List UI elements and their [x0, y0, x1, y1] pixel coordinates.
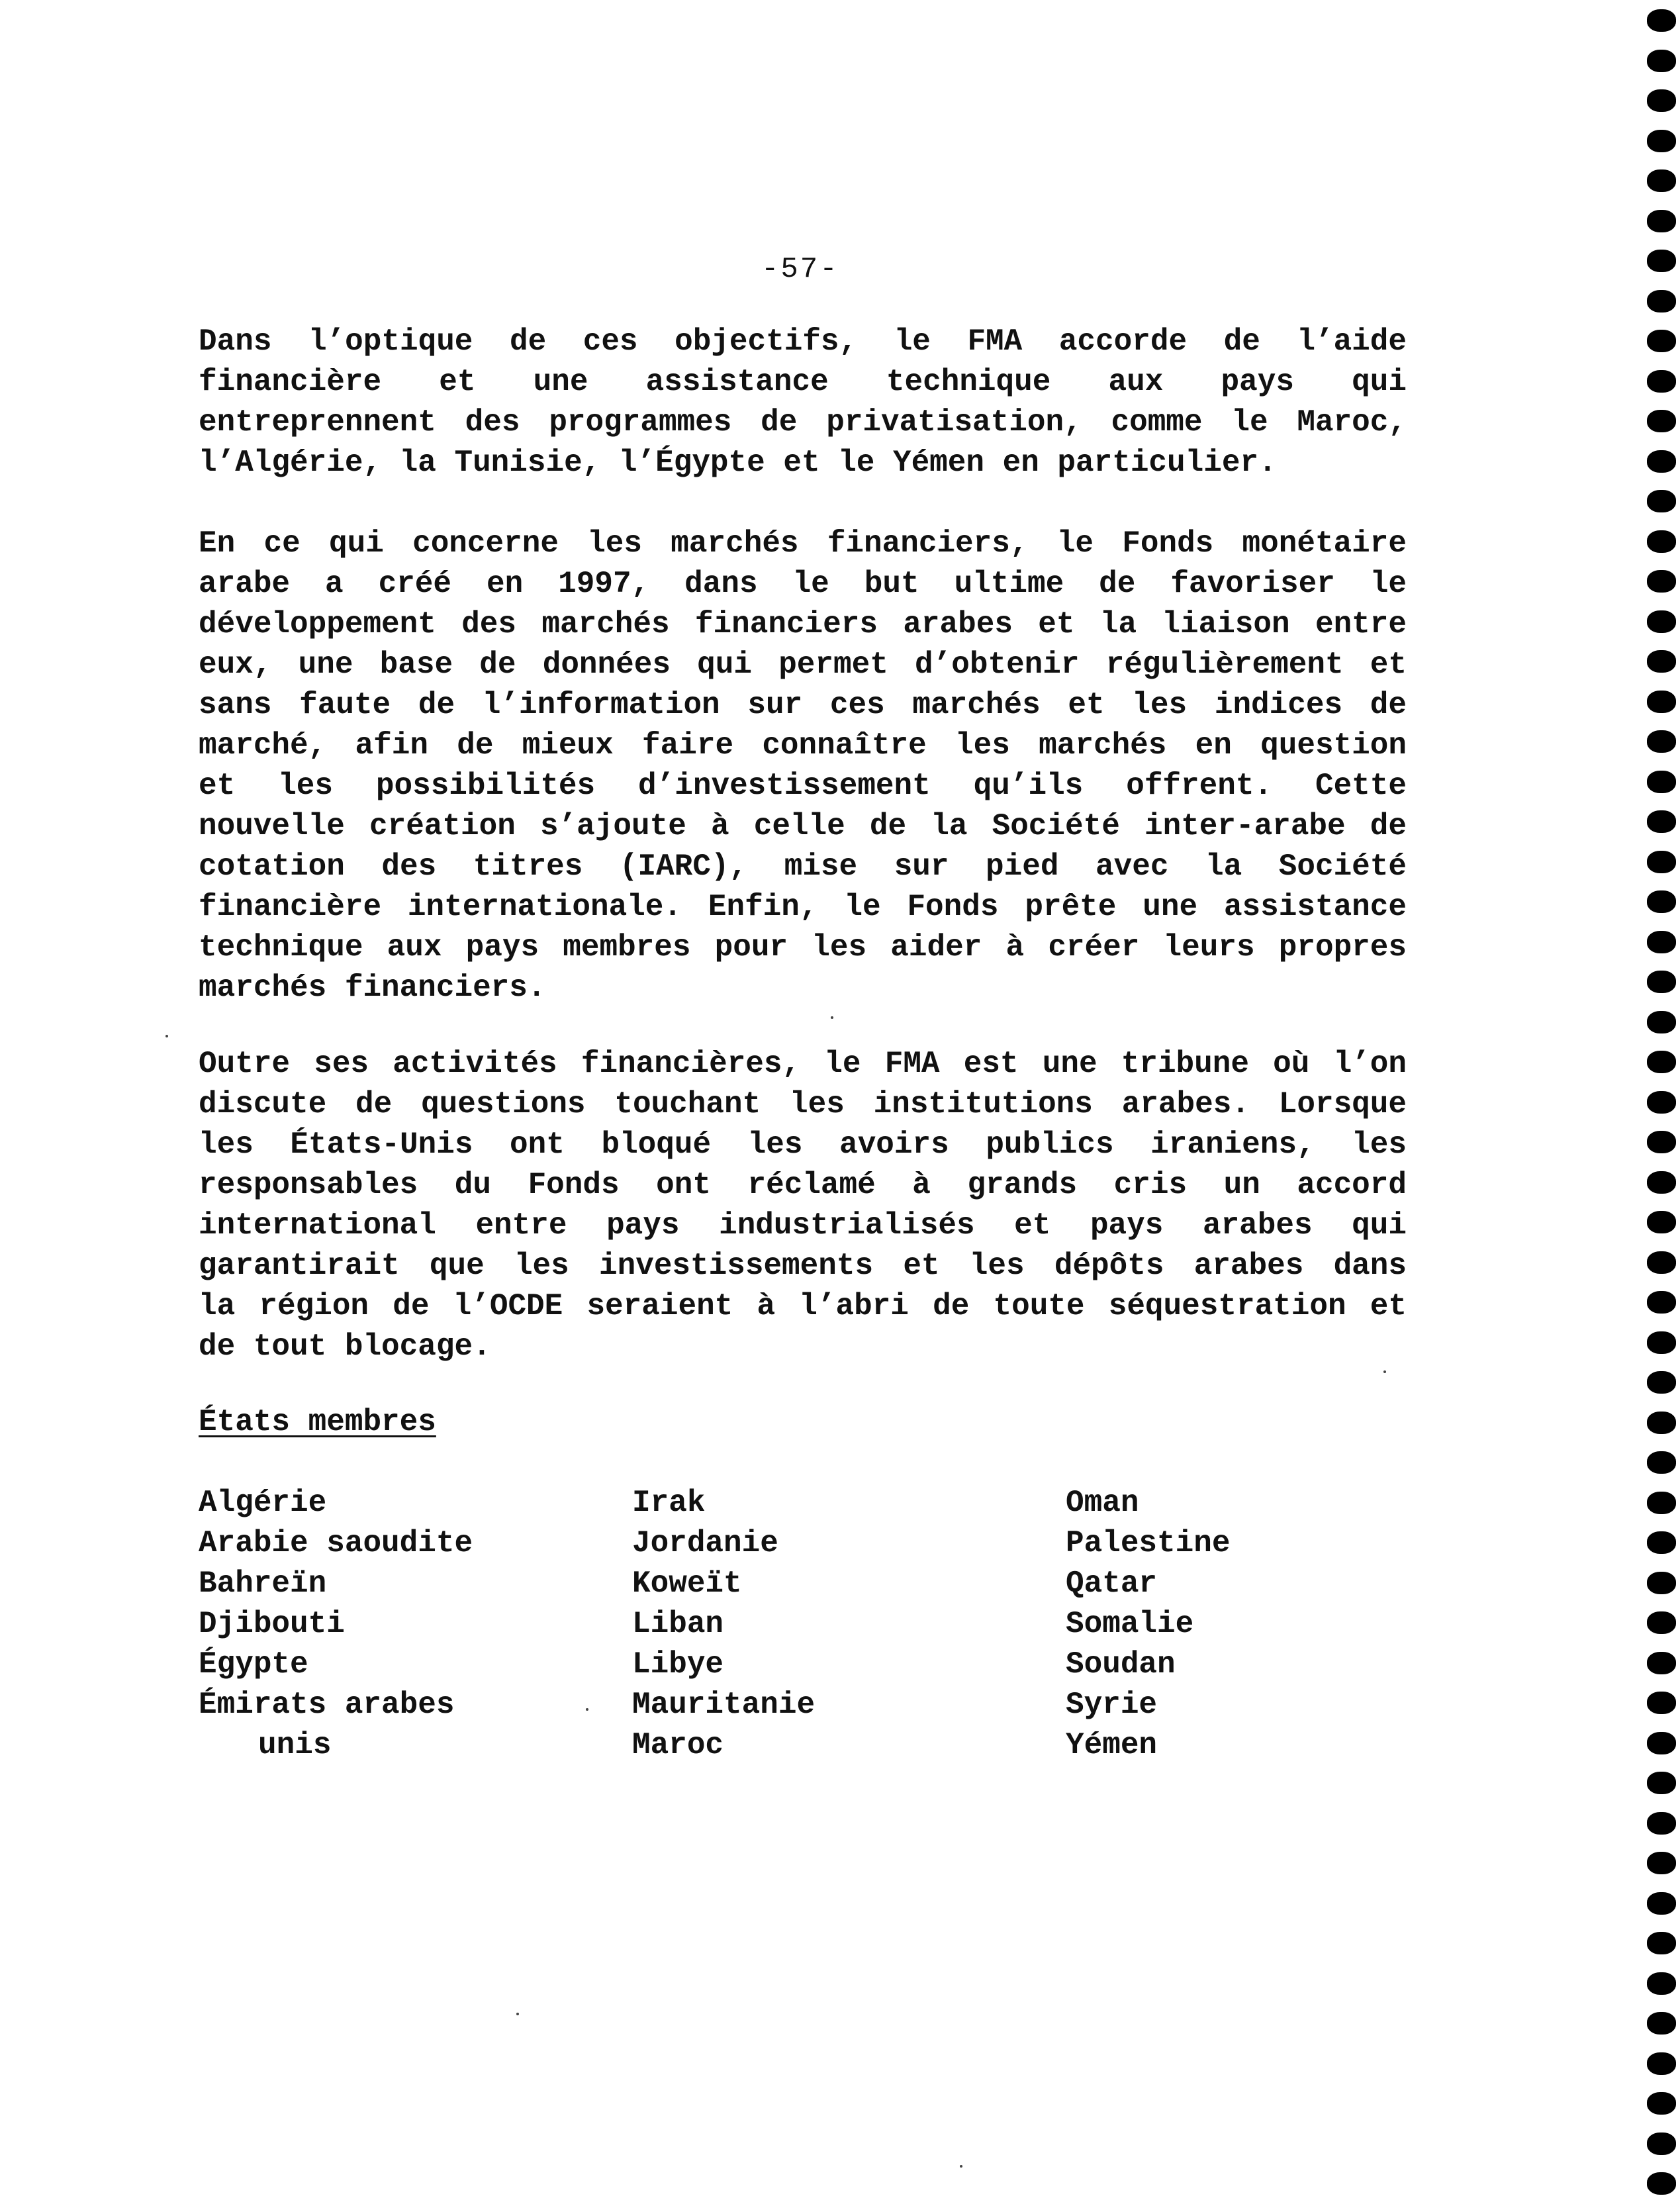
binding-hole: [1647, 1852, 1676, 1874]
binding-hole: [1647, 1011, 1676, 1033]
member-state-continuation: unis: [258, 1728, 332, 1762]
binding-hole: [1647, 1531, 1676, 1554]
member-state: Qatar: [1066, 1566, 1158, 1601]
binding-hole: [1647, 1932, 1676, 1954]
paragraph-other-activities: [199, 1044, 1407, 1367]
paragraph-line: cotation des titres (IARC), mise sur pied avec la Société: [199, 849, 1407, 884]
binding-hole: [1647, 450, 1676, 473]
binding-hole: [1647, 1291, 1676, 1314]
paragraph-line: marché, afin de mieux faire connaître les marchés en question: [199, 728, 1407, 763]
paragraph-line: l’Algérie, la Tunisie, l’Égypte et le Yémen en particulier.: [199, 446, 1277, 480]
binding-hole: [1647, 330, 1676, 352]
binding-hole: [1647, 9, 1676, 32]
binding-hole: [1647, 810, 1676, 833]
paragraph-line: entreprennent des programmes de privatisation, comme le Maroc,: [199, 405, 1407, 440]
scan-speck: [516, 2013, 519, 2015]
paragraph-line: discute de questions touchant les institutions arabes. Lorsque: [199, 1087, 1407, 1122]
paragraph-line: les États-Unis ont bloqué les avoirs publics iraniens, les: [199, 1127, 1407, 1162]
binding-hole: [1647, 2172, 1676, 2195]
paragraph-line: marchés financiers.: [199, 971, 546, 1005]
member-state: Palestine: [1066, 1526, 1231, 1560]
binding-hole: [1647, 771, 1676, 793]
binding-hole: [1647, 1812, 1676, 1835]
paragraph-objectives: [199, 322, 1407, 483]
binding-hole: [1647, 1251, 1676, 1274]
binding-hole: [1647, 2092, 1676, 2115]
member-states-list: [199, 1483, 1324, 1768]
paragraph-line: financière internationale. Enfin, le Fonds prête une assistance: [199, 890, 1407, 924]
scan-speck: [831, 1016, 833, 1019]
binding-hole: [1647, 250, 1676, 272]
member-state: Arabie saoudite: [199, 1526, 473, 1560]
binding-hole: [1647, 1572, 1676, 1594]
binding-hole: [1647, 1451, 1676, 1474]
paragraph-line: Outre ses activités financières, le FMA est une tribune où l’on: [199, 1047, 1407, 1081]
member-state: Koweït: [632, 1566, 742, 1601]
binding-hole: [1647, 490, 1676, 512]
member-column: [199, 1483, 473, 1766]
binding-hole: [1647, 290, 1676, 312]
binding-hole: [1647, 169, 1676, 192]
binding-holes-strip: [1640, 0, 1680, 2204]
member-state: Émirats arabes: [199, 1688, 455, 1722]
member-state: Libye: [632, 1647, 724, 1682]
paragraph-line: En ce qui concerne les marchés financiers, le Fonds monétaire: [199, 526, 1407, 561]
member-state: Yémen: [1066, 1728, 1158, 1762]
binding-hole: [1647, 1371, 1676, 1394]
paragraph-financial-markets: [199, 524, 1407, 1008]
binding-hole: [1647, 530, 1676, 553]
paragraph-line: technique aux pays membres pour les aider à créer leurs propres: [199, 930, 1407, 965]
binding-hole: [1647, 1131, 1676, 1153]
scan-speck: [165, 1035, 168, 1037]
binding-hole: [1647, 1051, 1676, 1073]
scan-speck: [1383, 1370, 1386, 1373]
binding-hole: [1647, 851, 1676, 873]
scan-speck: [960, 2165, 962, 2168]
member-state: Irak: [632, 1486, 706, 1520]
paragraph-line: eux, une base de données qui permet d’obtenir régulièrement et: [199, 647, 1407, 682]
binding-hole: [1647, 1171, 1676, 1194]
binding-hole: [1647, 1492, 1676, 1514]
member-state: Liban: [632, 1607, 724, 1641]
binding-hole: [1647, 2132, 1676, 2155]
binding-hole: [1647, 730, 1676, 753]
binding-hole: [1647, 931, 1676, 953]
paragraph-line: financière et une assistance technique aux pays qui: [199, 365, 1407, 399]
binding-hole: [1647, 1331, 1676, 1354]
member-state: Jordanie: [632, 1526, 778, 1560]
binding-hole: [1647, 370, 1676, 393]
paragraph-line: de tout blocage.: [199, 1329, 491, 1364]
binding-hole: [1647, 1652, 1676, 1674]
member-state: Djibouti: [199, 1607, 345, 1641]
paragraph-line: arabe a créé en 1997, dans le but ultime de favoriser le: [199, 567, 1407, 601]
paragraph-line: responsables du Fonds ont réclamé à grands cris un accord: [199, 1168, 1407, 1202]
binding-hole: [1647, 1772, 1676, 1794]
member-state: Bahreïn: [199, 1566, 327, 1601]
binding-hole: [1647, 1211, 1676, 1233]
binding-hole: [1647, 890, 1676, 913]
member-state: Algérie: [199, 1486, 327, 1520]
member-column: [1066, 1483, 1230, 1766]
binding-hole: [1647, 650, 1676, 673]
paragraph-line: nouvelle création s’ajoute à celle de la Société inter-arabe de: [199, 809, 1407, 843]
binding-hole: [1647, 570, 1676, 593]
binding-hole: [1647, 50, 1676, 72]
binding-hole: [1647, 610, 1676, 633]
member-state: Syrie: [1066, 1688, 1158, 1722]
member-state: Soudan: [1066, 1647, 1176, 1682]
paragraph-line: et les possibilités d’investissement qu’ils offrent. Cette: [199, 769, 1407, 803]
member-state: Mauritanie: [632, 1688, 816, 1722]
member-column: [632, 1483, 815, 1766]
member-state: Somalie: [1066, 1607, 1194, 1641]
paragraph-line: sans faute de l’information sur ces marchés et les indices de: [199, 688, 1407, 722]
binding-hole: [1647, 210, 1676, 232]
binding-hole: [1647, 410, 1676, 432]
scan-speck: [586, 1708, 588, 1711]
binding-hole: [1647, 1732, 1676, 1754]
binding-hole: [1647, 2052, 1676, 2075]
member-state: Égypte: [199, 1647, 308, 1682]
paragraph-line: développement des marchés financiers arabes et la liaison entre: [199, 607, 1407, 642]
member-state: Maroc: [632, 1728, 724, 1762]
paragraph-line: la région de l’OCDE seraient à l’abri de toute séquestration et: [199, 1289, 1407, 1323]
binding-hole: [1647, 1091, 1676, 1114]
member-state: Oman: [1066, 1486, 1139, 1520]
page-number: -57-: [761, 253, 839, 286]
binding-hole: [1647, 89, 1676, 112]
paragraph-line: garantirait que les investissements et les dépôts arabes dans: [199, 1249, 1407, 1283]
binding-hole: [1647, 1412, 1676, 1434]
binding-hole: [1647, 971, 1676, 993]
binding-hole: [1647, 130, 1676, 152]
binding-hole: [1647, 1972, 1676, 1995]
binding-hole: [1647, 1611, 1676, 1634]
binding-hole: [1647, 1692, 1676, 1714]
paragraph-line: Dans l’optique de ces objectifs, le FMA accorde de l’aide: [199, 324, 1407, 359]
binding-hole: [1647, 1892, 1676, 1915]
binding-hole: [1647, 2012, 1676, 2035]
members-heading: États membres: [199, 1405, 436, 1439]
paragraph-line: international entre pays industrialisés et pays arabes qui: [199, 1208, 1407, 1243]
binding-hole: [1647, 691, 1676, 713]
